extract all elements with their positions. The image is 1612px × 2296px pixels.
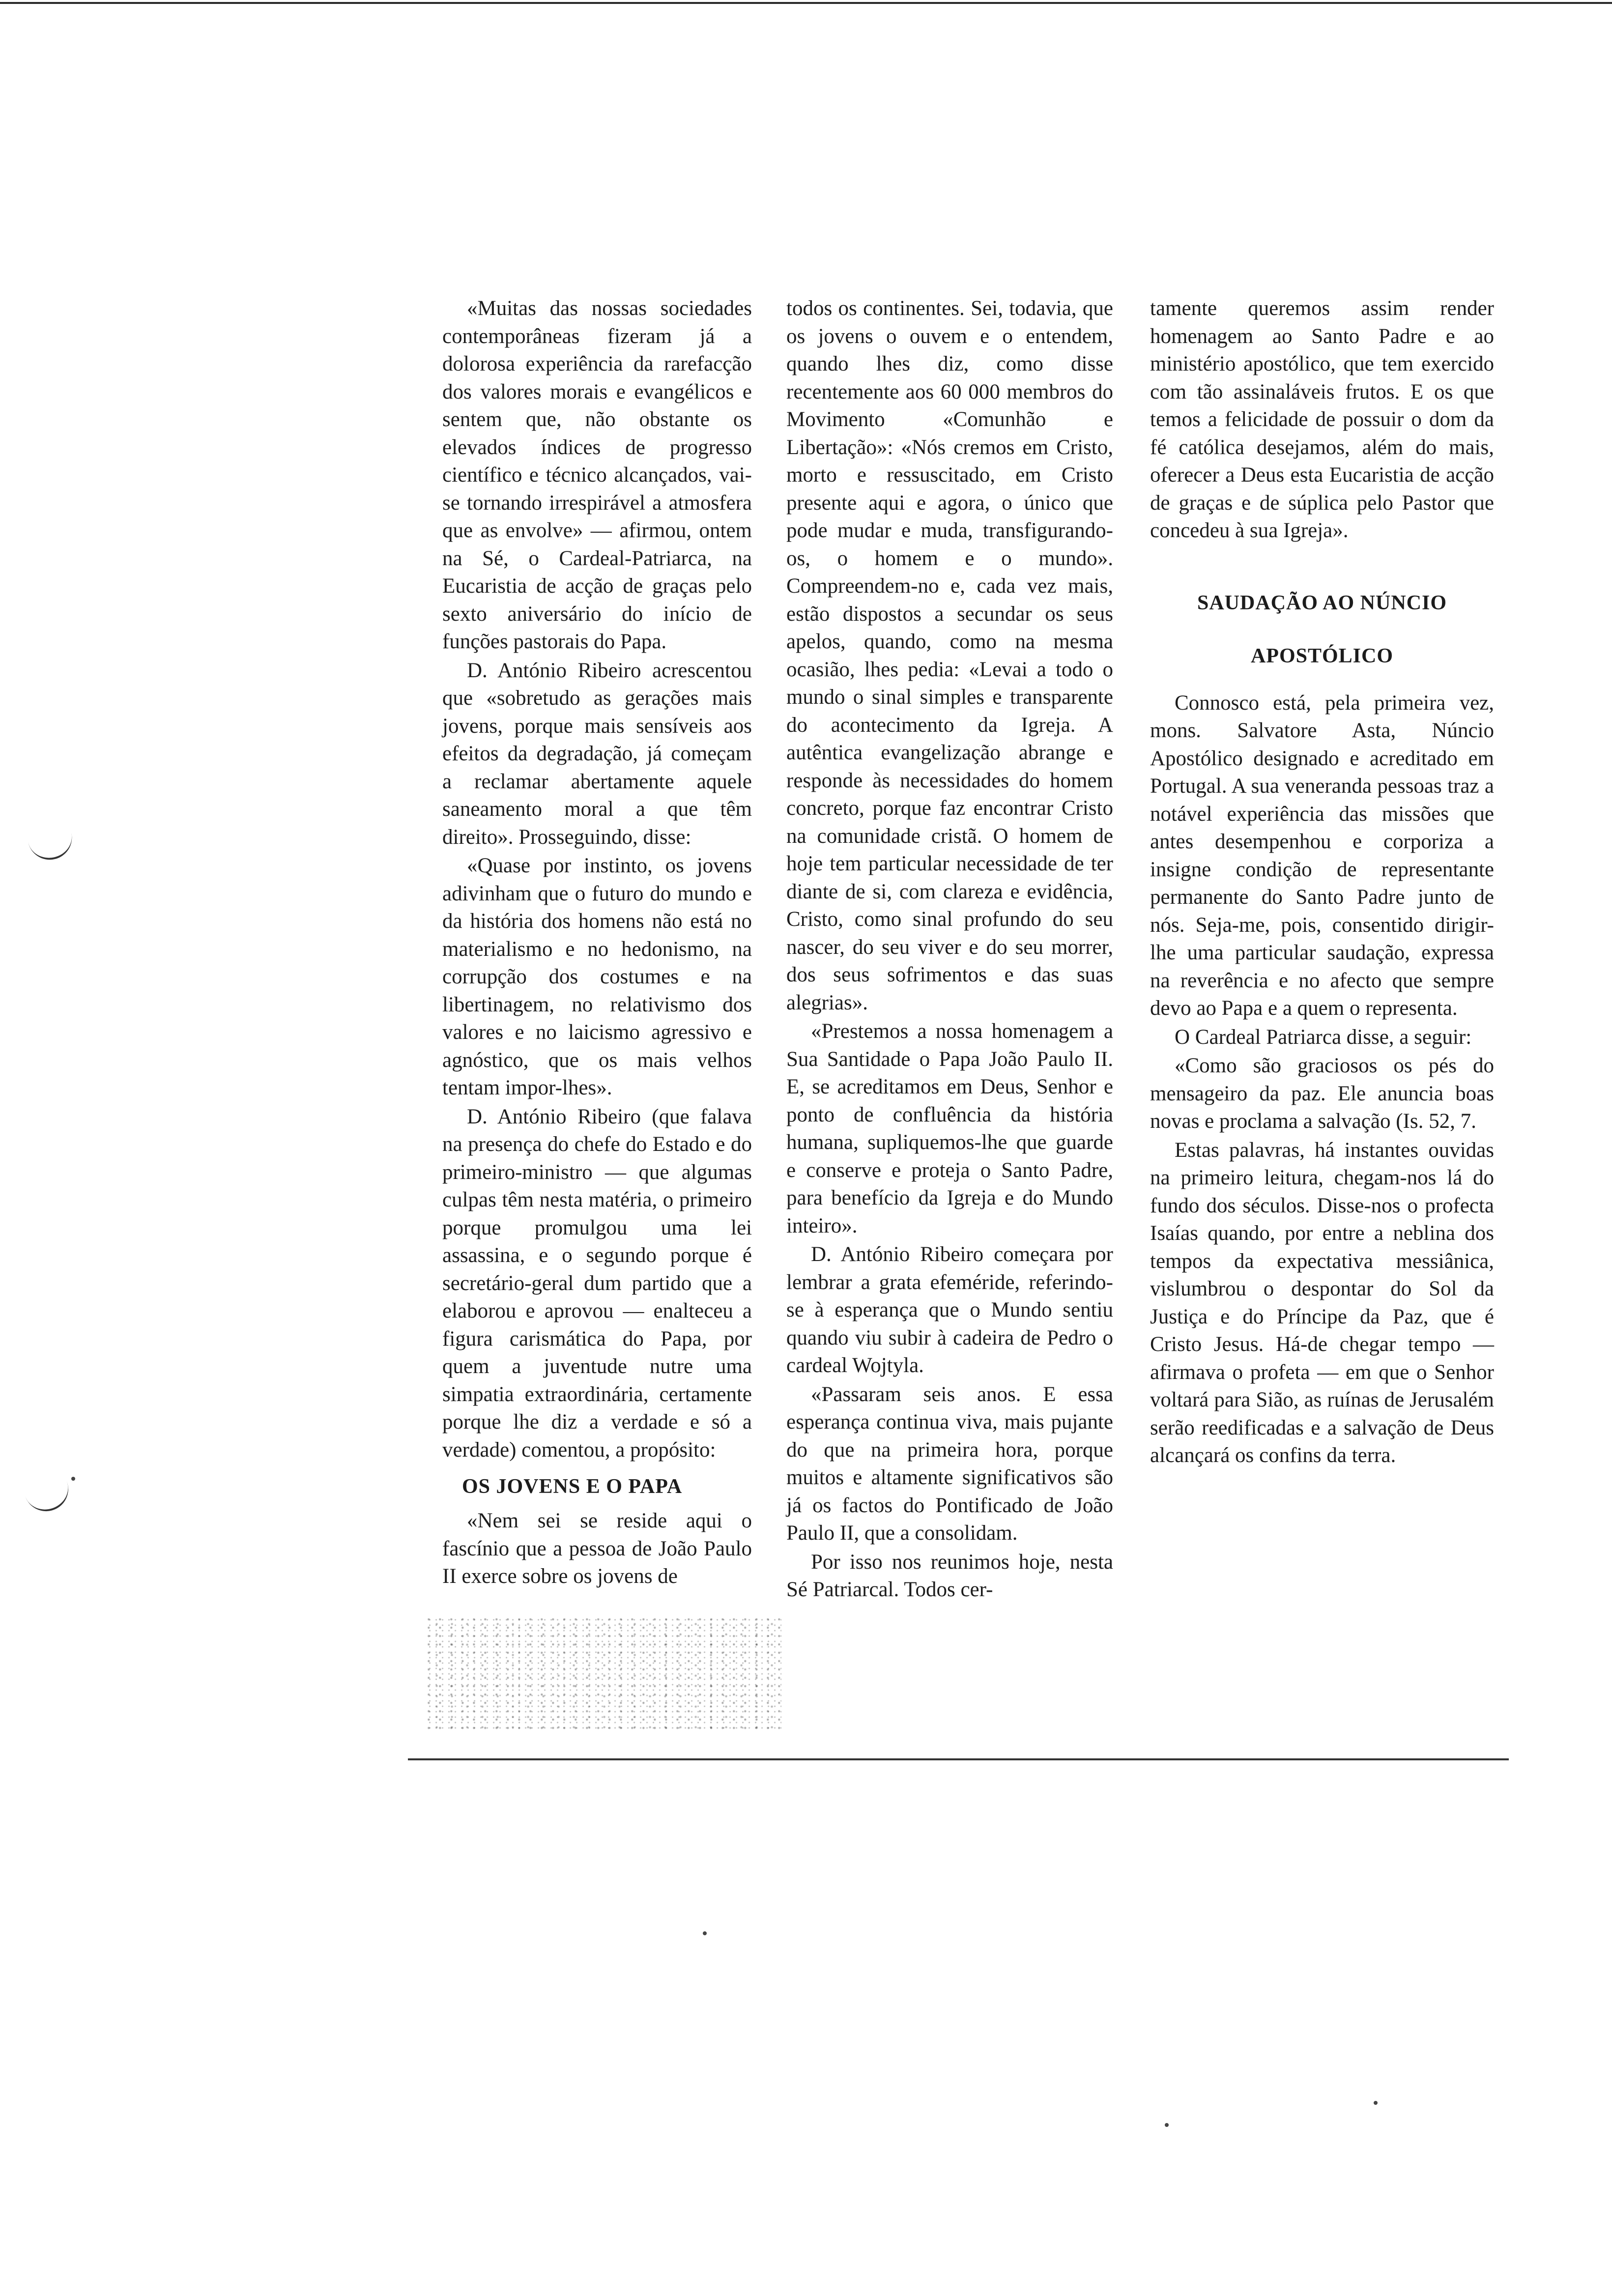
paragraph: «Prestemos a nossa homenagem a Sua Santidade o Papa João Paulo II. E, se acreditamos em Deus, Senhor e ponto de confluência da história humana, supliquemos-lhe que guarde e conserve e proteja o Santo Padre, para benefício da Igreja e do Mundo inteiro». [786, 1020, 1113, 1237]
photocopy-noise [428, 1617, 781, 1730]
paragraph: Estas palavras, há instantes ouvidas na primeiro leitura, chegam-nos lá do fundo dos séculos. Disse-nos o profecta Isaías quando, por entre a neblina dos tempos da expectativa messiânica, vislumbrou o despontar do Sol da Justiça e do Príncipe da Paz, que é Cristo Jesus. Há-de chegar tempo — afirmava o profeta — em que o Senhor voltará para Sião, as ruínas de Jerusalém serão reedificadas e a salvação de Deus alcançará os confins da terra. [1150, 1138, 1494, 1467]
speck [703, 1931, 707, 1935]
speck [71, 1477, 75, 1481]
article-column-2 [786, 295, 1113, 1604]
article-bottom-rule [408, 1758, 1509, 1760]
top-edge-rule [0, 2, 1612, 4]
paragraph: todos os continentes. Sei, todavia, que os jovens o ouvem e o entendem, quando lhes diz, como disse recentemente aos 60 000 membros do Movimento «Comunhão e Libertação»: «Nós cremos em Cristo, morto e ressuscitado, em Cristo presente aqui e agora, o único que pode mudar e muda, transfigurando-os, o homem e o mundo». Compreendem-no e, cada vez mais, estão dispostos a secundar os seus apelos, quando, como na mesma ocasião, lhes pedia: «Levai a todo o mundo o sinal simples e transparente do acontecimento da Igreja. A autêntica evangelização abrange e responde às necessidades do homem concreto, porque faz encontrar Cristo na comunidade cristã. O homem de hoje tem particular necessidade de ter diante de si, com clareza e evidência, Cristo, como sinal profundo do seu nascer, do seu viver e do seu morrer, dos seus sofrimentos e das suas alegrias». [786, 297, 1113, 1014]
section-heading-continued: APOSTÓLICO [1250, 644, 1394, 667]
paragraph: tamente queremos assim render homenagem ao Santo Padre e ao ministério apostólico, que tem exercido com tão assinaláveis frutos. E os que temos a felicidade de possuir o dom da fé católica desejamos, além do mais, oferecer a Deus esta Eucaristia de acção de graças e de súplica pelo Pastor que concedeu à sua Igreja». [1150, 297, 1494, 542]
paragraph: D. António Ribeiro começara por lembrar a grata efeméride, referindo-se à esperança que o Mundo sentiu quando viu subir à cadeira de Pedro o cardeal Wojtyla. [786, 1243, 1113, 1377]
speck [1165, 2123, 1169, 2127]
speck [1374, 2101, 1378, 2105]
paragraph: D. António Ribeiro (que falava na presença do chefe do Estado e do primeiro-ministro — que algumas culpas têm nesta matéria, o primeiro porque promulgou uma lei assassina, e o segundo porque é secretário-geral dum partido que a elaborou e aprovou — enalteceu a figura carismática do Papa, por quem a juventude nutre uma simpatia extraordinária, certamente porque lhe diz a verdade e só a verdade) comentou, a propósito: [442, 1105, 752, 1462]
paragraph: O Cardeal Patriarca disse, a seguir: [1175, 1025, 1472, 1049]
paragraph: Connosco está, pela primeira vez, mons. Salvatore Asta, Núncio Apostólico designado e acreditado em Portugal. A sua veneranda pessoas traz a notável experiência das missões que antes desempenhou e corporiza a insigne condição de representante permanente do Santo Padre junto de nós. Seja-me, pois, consentido dirigir-lhe uma particular saudação, expressa na reverência e no afecto que sempre devo ao Papa e a quem o representa. [1150, 691, 1494, 1020]
section-heading: SAUDAÇÃO AO NÚNCIO [1197, 591, 1447, 614]
binding-mark [24, 1477, 74, 1518]
paragraph: «Quase por instinto, os jovens adivinham que o futuro do mundo e da história dos homens não está no materialismo e no hedonismo, na corrupção dos costumes e na libertinagem, no relativismo dos valores e no laicismo agressivo e agnóstico, que os mais velhos tentam impor-lhes». [442, 854, 752, 1099]
paragraph: «Muitas das nossas sociedades contemporâneas fizeram já a dolorosa experiência da rarefacção dos valores morais e evangélicos e sentem que, não obstante os elevados índices de progresso científico e técnico alcançados, vai-se tornando irrespirável a atmosfera que as envolve» — afirmou, ontem na Sé, o Cardeal-Patriarca, na Eucaristia de acção de graças pelo sexto aniversário do início de funções pastorais do Papa. [442, 297, 752, 653]
paragraph: «Nem sei se reside aqui o fascínio que a pessoa de João Paulo II exerce sobre os jovens de [442, 1509, 752, 1588]
paragraph: «Passaram seis anos. E essa esperança continua viva, mais pujante do que na primeira hora, porque muitos e altamente significativos são já os factos do Pontificado de João Paulo II, que a consolidam. [786, 1382, 1113, 1545]
paragraph: «Como são graciosos os pés do mensageiro da paz. Ele anuncia boas novas e proclama a salvação (Is. 52, 7. [1150, 1054, 1494, 1133]
article-column-3 [1150, 295, 1494, 1470]
section-heading: OS JOVENS E O PAPA [462, 1475, 683, 1498]
paragraph: Por isso nos reunimos hoje, nesta Sé Patriarcal. Todos cer- [786, 1550, 1113, 1601]
article-column-1 [442, 295, 752, 1591]
binding-mark [27, 829, 76, 864]
paragraph: D. António Ribeiro acrescentou que «sobretudo as gerações mais jovens, porque mais sensíveis aos efeitos da degradação, já começam a reclamar abertamente aquele saneamento moral a que têm direito». Prosseguindo, disse: [442, 659, 752, 849]
